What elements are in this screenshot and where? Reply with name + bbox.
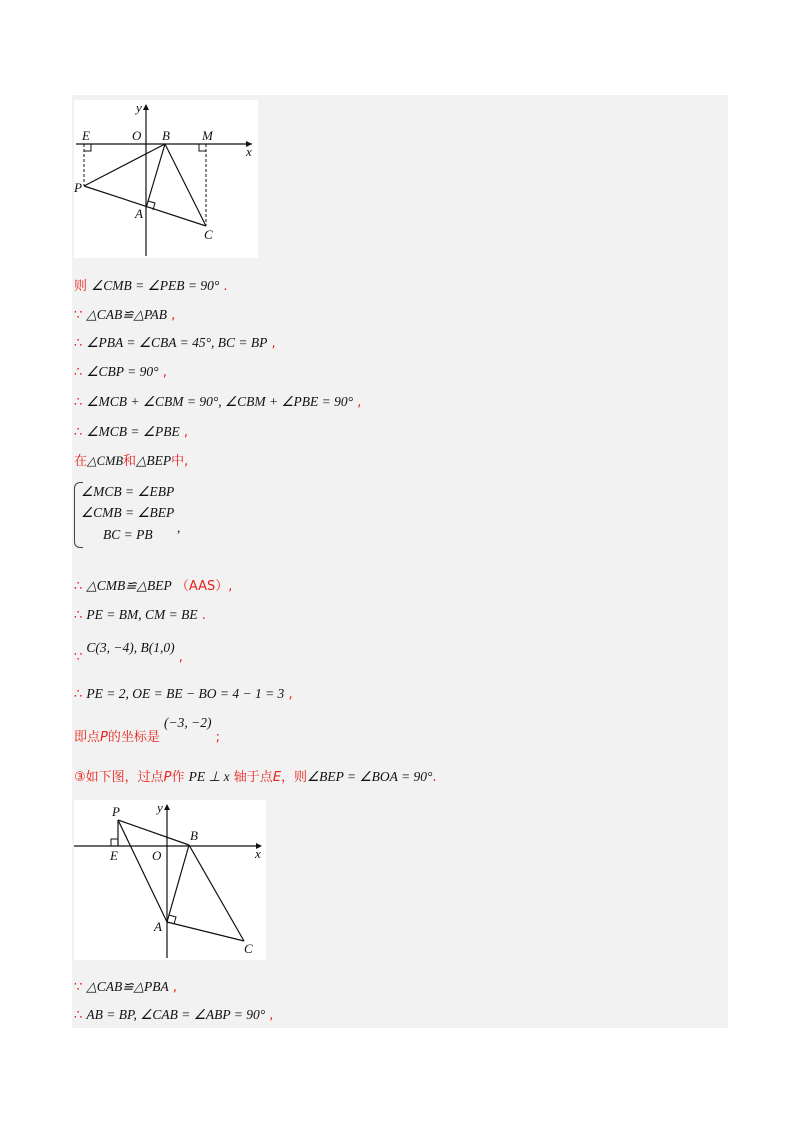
figure-2 [74, 800, 266, 960]
line-13: ③如下图，过点P作 PE ⊥ x 轴于点E，则∠BEP = ∠BOA = 90°. [74, 769, 437, 785]
label-p: P [112, 804, 120, 819]
line-7: 在△CMB和△BEP中, [74, 453, 189, 469]
line-4: ∴ ∠CBP = 90° , [74, 364, 167, 380]
label-b: B [162, 128, 170, 143]
line-12: 即点P的坐标是 (−3, −2) ; [74, 715, 221, 745]
figure-2-diagram [74, 800, 266, 960]
figure-1-diagram [74, 100, 258, 258]
label-e: E [82, 128, 90, 143]
label-c: C [204, 227, 213, 242]
y-axis-arrow [143, 104, 149, 110]
line-1: 则 ∠CMB = ∠PEB = 90° . [74, 278, 228, 294]
segment-ac [167, 922, 244, 941]
line-9: ∴ PE = BM, CM = BE . [74, 607, 206, 623]
label-o: O [132, 128, 142, 143]
line-11: ∴ PE = 2, OE = BE − BO = 4 − 1 = 3 , [74, 686, 293, 702]
line-3: ∴ ∠PBA = ∠CBA = 45°, BC = BP , [74, 335, 276, 351]
line-14: ∵ △CAB≌△PBA , [74, 979, 178, 995]
label-x: x [246, 144, 252, 159]
label-a: A [154, 919, 162, 934]
label-m: M [202, 128, 213, 143]
figure-1 [74, 100, 258, 258]
segment-pc [84, 186, 206, 226]
line-8: ∴ △CMB≌△BEP （AAS）, [74, 578, 233, 594]
line-5: ∴ ∠MCB + ∠CBM = 90°, ∠CBM + ∠PBE = 90° , [74, 394, 362, 410]
line-6: ∴ ∠MCB = ∠PBE , [74, 424, 189, 440]
label-a: A [135, 206, 143, 221]
label-p: P [74, 180, 82, 195]
line-15: ∴ AB = BP, ∠CAB = ∠ABP = 90° , [74, 1007, 274, 1023]
label-o: O [152, 848, 162, 863]
right-angle-m [199, 144, 206, 151]
label-c: C [244, 941, 253, 956]
label-e: E [110, 848, 118, 863]
segment-ba [167, 845, 189, 922]
label-b: B [190, 828, 198, 843]
system-eq-3: BC = PB [103, 527, 153, 542]
line-10: ∵ C(3, −4), B(1,0) , [74, 640, 183, 665]
right-angle-e [111, 839, 118, 846]
label-y: y [136, 100, 142, 115]
system-eq-1: ∠MCB = ∠EBP [81, 484, 175, 499]
system-comma: , [177, 520, 181, 535]
segment-ba [146, 144, 165, 208]
label-y: y [157, 800, 163, 815]
segment-bc [189, 845, 244, 941]
segment-pb [84, 144, 165, 186]
y-axis-arrow [164, 804, 170, 810]
right-angle-e [84, 144, 91, 151]
label-x: x [255, 846, 261, 861]
system-eq-2: ∠CMB = ∠BEP [81, 505, 175, 520]
segment-bc [165, 144, 206, 226]
line-2: ∵ △CAB≌△PAB , [74, 307, 176, 323]
